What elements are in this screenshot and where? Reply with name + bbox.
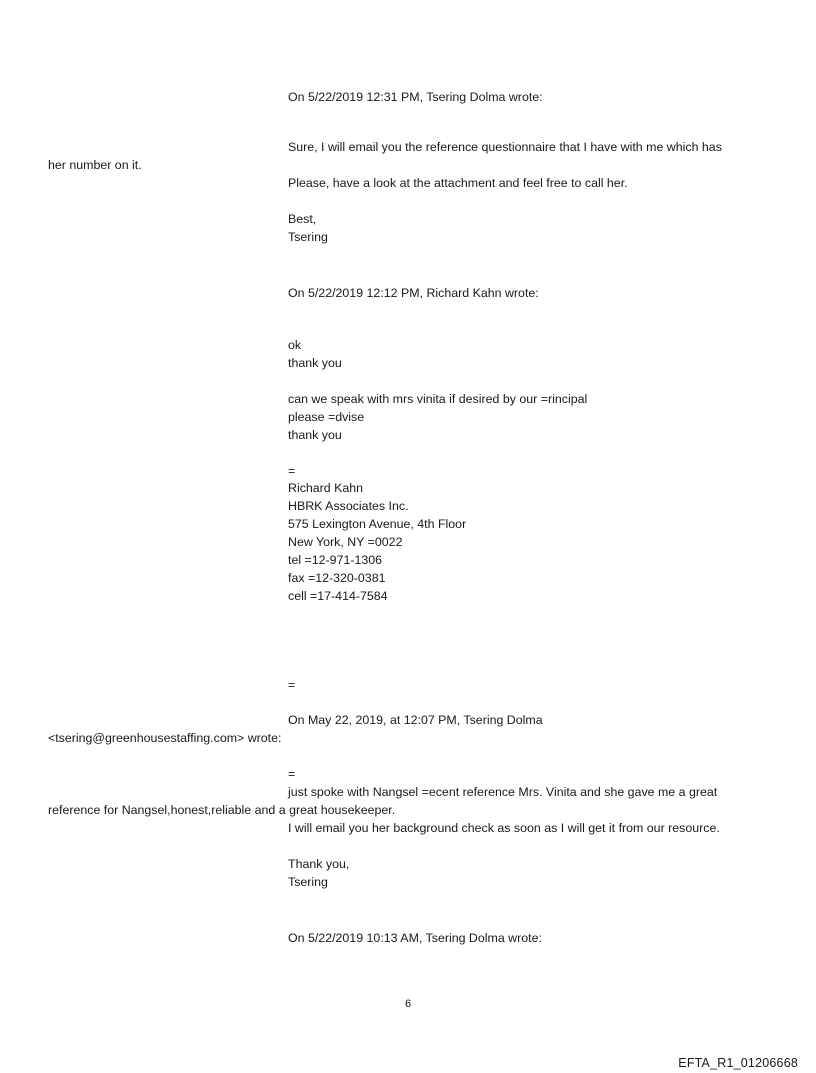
body-line: Please, have a look at the attachment and feel free to call her. bbox=[288, 176, 628, 190]
body-line: thank you bbox=[288, 428, 342, 442]
quote-header: On May 22, 2019, at 12:07 PM, Tsering Dolma bbox=[288, 713, 543, 727]
bates-number: EFTA_R1_01206668 bbox=[678, 1056, 798, 1070]
body-line: Sure, I will email you the reference questionnaire that I have with me which has bbox=[288, 140, 722, 154]
signature-tel: tel =12-971-1306 bbox=[288, 553, 383, 567]
page-number: 6 bbox=[404, 998, 412, 1010]
signature-city: New York, NY =0022 bbox=[288, 535, 403, 549]
signature-cell: cell =17-414-7584 bbox=[288, 589, 388, 603]
quote-header: On 5/22/2019 12:31 PM, Tsering Dolma wrote: bbox=[288, 90, 543, 104]
body-line: please =dvise bbox=[288, 410, 365, 424]
signature-fax: fax =12-320-0381 bbox=[288, 571, 386, 585]
signature-name: Richard Kahn bbox=[288, 481, 364, 495]
quote-header-email: <tsering@greenhousestaffing.com> wrote: bbox=[48, 731, 282, 745]
body-line: just spoke with Nangsel =ecent reference Mrs. Vinita and she gave me a great bbox=[288, 785, 718, 799]
quote-header: On 5/22/2019 10:13 AM, Tsering Dolma wrote: bbox=[288, 931, 542, 945]
sender-name: Tsering bbox=[288, 230, 328, 244]
quote-header: On 5/22/2019 12:12 PM, Richard Kahn wrote: bbox=[288, 286, 539, 300]
body-line: I will email you her background check as soon as I will get it from our resource. bbox=[288, 821, 720, 835]
closing: Thank you, bbox=[288, 857, 350, 871]
body-line: can we speak with mrs vinita if desired by our =rincipal bbox=[288, 392, 588, 406]
signature-address: 575 Lexington Avenue, 4th Floor bbox=[288, 517, 467, 531]
closing: Best, bbox=[288, 212, 317, 226]
sender-name: Tsering bbox=[288, 875, 328, 889]
body-line: her number on it. bbox=[48, 158, 142, 172]
signature-company: HBRK Associates Inc. bbox=[288, 499, 409, 513]
body-line: thank you bbox=[288, 356, 342, 370]
separator-char: = bbox=[288, 767, 296, 781]
separator-char: = bbox=[288, 464, 296, 478]
body-line: reference for Nangsel,honest,reliable and a great housekeeper. bbox=[48, 803, 396, 817]
body-line: ok bbox=[288, 338, 302, 352]
separator-char: = bbox=[288, 678, 296, 692]
